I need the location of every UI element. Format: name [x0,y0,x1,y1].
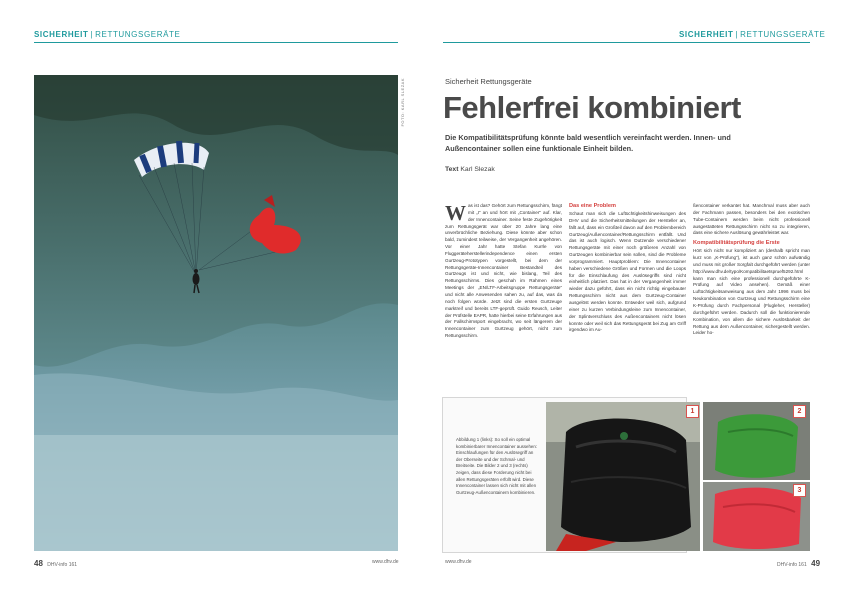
author-label: Text [445,166,459,173]
figure-caption: Abbildung 1 (links): So soll ein optimal kombinierbarer Innencontainer aussehen: Einschlaufungen für den Auslösegriff an der Oberseite und der Schmal- und Breitseite. Die Bilder 2 und 3 (rechts) zeigen, dass diese Forderung nicht bei allen Rettungsgeräten erfüllt wird. Diese Innencontainer lassen sich nicht mit allen Gurtzeug-Außencontainern kombinieren. [456,437,538,495]
col3-text-1: ßencontainer verkantet hat. Manchmal muss aber auch der Fachmann passen, besonders bei den exotischen Tube-Containern werden beim nicht professionell ausgestatteten Rettungsschirm nicht so zu integrieren, dass eine sichere Auslösung gewährleistet war. [693,203,810,236]
footer-right-issue: DHV-info 161 [777,562,807,568]
footer-left-issue: DHV-info 161 [47,562,78,568]
header-right-rule [443,42,810,43]
col1-text: as ist das? Gehört zum Rettungsschirm, fängt mit „I“ an und hört mit „Container“ auf. Klar, der Innencontainer. Seine feste Zugehörigkeit zum Rettungsgerät war über 20 Jahre lang eine unverbrüchliche Beziehung. Diese könnte aber schon bald, zumindest teilweise, der Vergangenheit angehören. Vor einer Jahr hatte Stefan Kurrle von Fluggeräteherstellerindependence einen ersten Gurtzeug-Prototypen vorgestellt, bei dem der Rettungsgeräte-Innencontainer Bestandteil des Gurtzeugs ist und nicht, wie bislang, Teil des Rettungsschirms. Dies geschah im Rahmen eines Meetings der „EN/LTF-Arbeitsgruppe Rettungsgeräte“ und nicht alle Anwesenden sahen zu, auf das, was da noch folgen würde. Jetzt sind die ersten Gurtzeuge marktreif und bereits LTF-geprüft. Guido Reusch, Leiter der Prüfstelle EAPR, hatte hierbei seine Erfahrungen aus der Fallschirmsport eingebracht, wo seit längerem der Innencontainer zum Gurtzeug gehört, nicht zum Rettungsschirm. [445,203,562,339]
header-right-section: SICHERHEIT [679,30,734,39]
figure-label-3: 3 [793,484,806,497]
header-left-separator: | [90,30,94,39]
header-left-topic: RETTUNGSGERÄTE [95,30,181,39]
dropcap: W [445,201,466,225]
header-left-rule [34,42,398,43]
header-left [34,30,180,39]
article-kicker: Sicherheit Rettungsgeräte [445,77,532,86]
footer-left [34,559,77,568]
body-column-3 [693,203,810,337]
figure-label-2: 2 [793,405,806,418]
article-lead: Die Kompatibilitätsprüfung könnte bald wesentlich vereinfacht werden. Innen- und Außencontainer sollen eine funktionale Einheit bilden. [445,133,731,153]
figure-label-1: 1 [686,405,699,418]
col2-text: Schaut man sich die Luftüchtigkeitshinweisungen des DHV und die Sicherheitsmitteilungen der Hersteller an, fällt auf, dass ein Großteil davon auf den Problembereich Gurtzeug/Außencontainer/Rettungsschirm entfällt. Und das ist auch logisch. Wenn Dutzende verschiedener Rettungsgeräte mit einer noch größeren Anzahl von Gurtzeugen kombinierbar sein sollen, sind die Probleme vorprogrammiert. Hauptproblem: Die Innencontainer haben verschiedene Größen und Formen und die Loops für die Einschlaufung des Auslösegriffs sind nicht einheitlich platziert. Das hat in der Vergangenheit immer wieder dazu geführt, dass ein nicht richtig eingebauter Rettungsschirm nicht aus dem Gurtzeug-Container ausgelöst werden konnte. Entweder weil sich, aufgrund einer zu kurzen Verbindungsleine zum Innencontainer, der Splintverschluss des Außencontainers nicht lösen konnte oder weil sich das Rettungsgerät bei Zug am Griff irgendwo im Au- [569,211,686,333]
article-title: Fehlerfrei kombiniert [443,90,741,125]
col3-text-2: Hört sich nicht nur kompliziert an (deshalb spricht man kurz von „K-Prüfung“), ist auch ganz schön aufwändig und muss mit großer Sorgfalt durchgeführt werden (unter http://www.dhv.de/typo/Kompatibilitaetspruef5292.html kann man sich eine professionell durchgeführte K-Prüfung auf Video ansehen). Gemäß einer Luftüchtigkeitsanweisung aus dem Jahr 1996 muss bei Neukombination von Gurtzeug und Rettungsschirm eine K-Prüfung durch Fachpersonal (Flugleher, Hersteller) durchgeführt werden. Dadurch soll die funktionierende Kombination, von allem die sichere Auslösbarkeit der Rettung aus dem Außencontainer, sichergestellt werden. Leider ho- [693,248,810,336]
body-column-2 [569,203,686,334]
author-name: Karl Slezak [460,166,495,173]
col3-heading: Kompatibilitätsprüfung die Erste [693,240,780,247]
footer-right [777,559,820,568]
figure-photo-1 [546,402,700,551]
page-number-right: 49 [811,559,821,568]
footer-right-url: www.dhv.de [445,559,472,565]
article-author [445,166,495,173]
footer-left-url: www.dhv.de [372,559,399,565]
paraglider-photo [34,75,398,551]
header-left-section: SICHERHEIT [34,30,89,39]
col2-heading: Das eine Problem [569,203,616,209]
header-right [679,30,825,39]
photo-credit: FOTO: KARL SLEZAK [400,78,405,127]
header-right-topic: RETTUNGSGERÄTE [740,30,826,39]
header-right-separator: | [735,30,739,39]
body-column-1 [445,203,562,340]
page-number-left: 48 [34,559,43,568]
